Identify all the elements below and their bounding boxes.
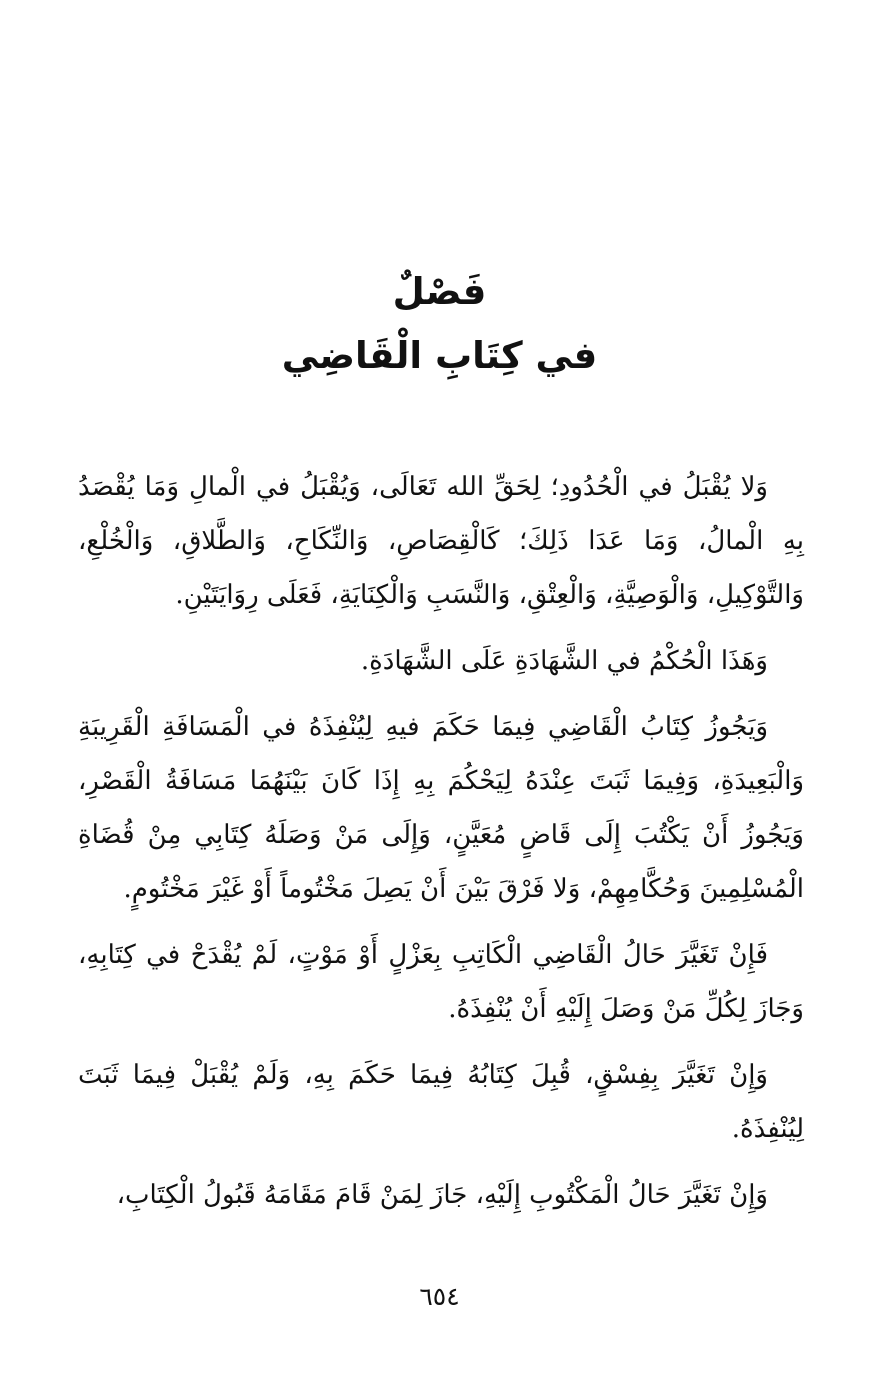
paragraph-6: وَإِنْ تَغَيَّرَ حَالُ الْمَكْتُوبِ إِلَيْهِ، جَازَ لِمَنْ قَامَ مَقَامَهُ قَبُولُ الْكِتَابِ، — [116, 1180, 768, 1210]
paragraph-5: وَإِنْ تَغَيَّرَ بِفِسْقٍ، قُبِلَ كِتَابُهُ فِيمَا حَكَمَ بِهِ، وَلَمْ يُقْبَلْ فِيمَا ثَبَتَ لِيُنْفِذَهُ. — [78, 1060, 804, 1144]
paragraph-4: فَإِنْ تَغَيَّرَ حَالُ الْقَاضِي الْكَاتِبِ بِعَزْلٍ أَوْ مَوْتٍ، لَمْ يُقْدَحْ في كِتَابِهِ، وَجَازَ لِكُلِّ مَنْ وَصَلَ إِلَيْهِ أَنْ يُنْفِذَهُ. — [78, 940, 804, 1024]
body-text — [78, 460, 804, 1232]
paragraph-3: وَيَجُوزُ كِتَابُ الْقَاضِي فِيمَا حَكَمَ فيهِ لِيُنْفِذَهُ في الْمَسَافَةِ الْقَرِيبَةِ وَالْبَعِيدَةِ، وَفِيمَا ثَبَتَ عِنْدَهُ لِيَحْكُمَ بِهِ إِذَا كَانَ بَيْنَهُمَا مَسَافَةُ الْقَصْرِ، وَيَجُوزُ أَنْ يَكْتُبَ إِلَى قَاضٍ مُعَيَّنٍ، وَإِلَى مَنْ وَصَلَهُ كِتَابِي مِنْ قُضَاةِ الْمُسْلِمِينَ وَحُكَّامِهِمْ، وَلا فَرْقَ بَيْنَ أَنْ يَصِلَ مَخْتُوماً أَوْ غَيْرَ مَخْتُومٍ. — [78, 712, 804, 904]
paragraph-2: وَهَذَا الْحُكْمُ في الشَّهَادَةِ عَلَى الشَّهَادَةِ. — [360, 646, 768, 676]
section-heading: فَصْلٌ — [392, 270, 487, 313]
page-number: ٦٥٤ — [419, 1282, 460, 1311]
paragraph-1: وَلا يُقْبَلُ في الْحُدُودِ؛ لِحَقِّ الله تَعَالَى، وَيُقْبَلُ في الْمالِ وَمَا يُقْصَدُ بِهِ الْمالُ، وَمَا عَدَا ذَلِكَ؛ كَالْقِصَاصِ، وَالنِّكَاحِ، وَالطَّلاقِ، وَالْخُلْعِ، وَالتَّوْكِيلِ، وَالْوَصِيَّةِ، وَالْعِتْقِ، وَالنَّسَبِ وَالْكِنَايَةِ، فَعَلَى رِوَايَتَيْنِ. — [78, 472, 804, 610]
section-title: في كِتَابِ الْقَاضِي — [281, 334, 598, 377]
